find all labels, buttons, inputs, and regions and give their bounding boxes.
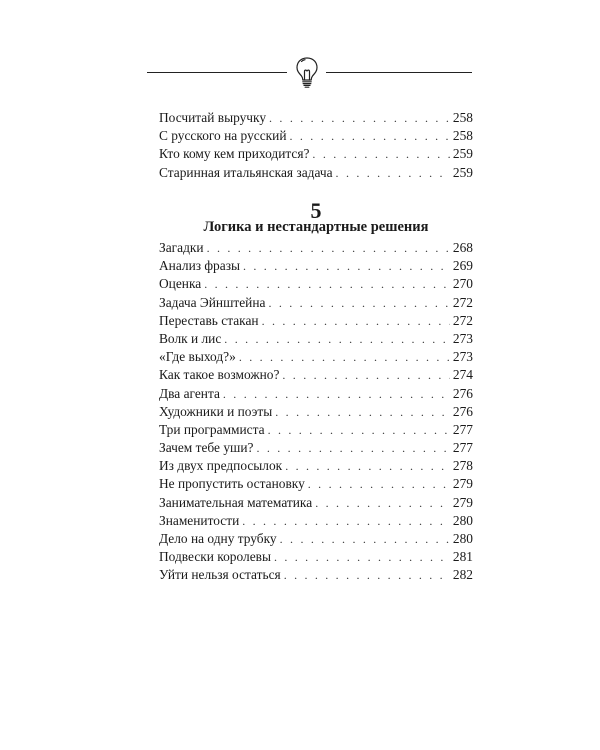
toc-entry-title: Три программиста	[159, 421, 265, 437]
toc-entry-title: Два агента	[159, 385, 220, 401]
toc-entry-page: 276	[452, 403, 473, 419]
toc-entry-title: Задача Эйнштейна	[159, 294, 266, 310]
toc-entry[interactable]	[159, 404, 473, 422]
toc-entry[interactable]	[159, 386, 473, 404]
toc-entry-title: Художники и поэты	[159, 403, 273, 419]
toc-entry[interactable]	[159, 295, 473, 313]
toc-entry-title: Не пропустить остановку	[159, 476, 305, 492]
dot-leader	[268, 296, 449, 311]
dot-leader	[274, 550, 450, 565]
toc-entry-title: Посчитай выручку	[159, 110, 267, 125]
toc-entry-title: Уйти нельзя остаться	[159, 567, 281, 583]
toc-entry-title: Оценка	[159, 276, 202, 292]
header-rule-left	[147, 72, 287, 73]
toc-entry-page: 273	[452, 349, 473, 365]
toc-entry-page: 272	[452, 312, 473, 328]
dot-leader	[207, 241, 450, 256]
toc-entry-page: 279	[452, 476, 473, 492]
toc-entry-page: 259	[452, 164, 473, 180]
toc-entry-title: С русского на русский	[159, 128, 287, 144]
dot-leader	[290, 129, 450, 144]
dot-leader	[269, 111, 450, 126]
toc-entry-page: 281	[452, 549, 473, 565]
toc-entry[interactable]	[159, 128, 473, 146]
toc-entry-page: 280	[452, 512, 473, 528]
toc-entry[interactable]	[159, 495, 473, 513]
dot-leader	[280, 532, 450, 547]
toc-previous-chapter-list	[159, 110, 473, 183]
toc-entry-page: 277	[452, 440, 473, 456]
toc-entry-page: 273	[452, 330, 473, 346]
dot-leader	[275, 405, 450, 420]
toc-entry-title: Кто кому кем приходится?	[159, 146, 310, 162]
toc-entry-page: 269	[452, 258, 473, 274]
toc-entry[interactable]	[159, 513, 473, 531]
toc-entry-title: Зачем тебе уши?	[159, 440, 254, 456]
toc-entry-page: 274	[452, 367, 473, 383]
toc-entry[interactable]	[159, 476, 473, 494]
toc-entry-page: 259	[452, 146, 473, 162]
dot-leader	[242, 514, 450, 529]
toc-entry[interactable]	[159, 258, 473, 276]
toc-entry-title: Анализ фразы	[159, 258, 240, 274]
dot-leader	[336, 166, 450, 181]
dot-leader	[239, 350, 450, 365]
toc-entry-page: 276	[452, 385, 473, 401]
dot-leader	[268, 423, 450, 438]
toc-chapter-list	[159, 240, 473, 586]
toc-entry-page: 278	[452, 458, 473, 474]
toc-entry-page: 282	[452, 567, 473, 583]
toc-entry[interactable]	[159, 349, 473, 367]
toc-entry[interactable]	[159, 567, 473, 585]
toc-entry-title: Старинная итальянская задача	[159, 164, 333, 180]
toc-entry-title: Волк и лис	[159, 330, 222, 346]
dot-leader	[223, 387, 450, 402]
toc-entry[interactable]	[159, 146, 473, 164]
toc-entry[interactable]	[159, 458, 473, 476]
toc-entry-page: 258	[452, 110, 473, 125]
chapter-title: Логика и нестандартные решения	[203, 219, 429, 235]
toc-entry-page: 277	[452, 421, 473, 437]
toc-entry[interactable]	[159, 549, 473, 567]
toc-entry-page: 272	[452, 294, 473, 310]
dot-leader	[256, 441, 449, 456]
toc-entry[interactable]	[159, 422, 473, 440]
dot-leader	[312, 147, 449, 162]
toc-entry-title: Загадки	[159, 240, 204, 255]
toc-entry-title: Дело на одну трубку	[159, 531, 277, 546]
toc-entry[interactable]	[159, 331, 473, 349]
toc-entry-title: Как такое возможно?	[159, 367, 280, 383]
toc-entry[interactable]	[159, 440, 473, 458]
dot-leader	[224, 332, 450, 347]
dot-leader	[204, 277, 450, 292]
toc-entry[interactable]	[159, 313, 473, 331]
toc-entry[interactable]	[159, 165, 473, 183]
dot-leader	[308, 477, 450, 492]
toc-entry-page: 268	[452, 240, 473, 255]
dot-leader	[262, 314, 450, 329]
dot-leader	[285, 459, 450, 474]
toc-entry[interactable]	[159, 276, 473, 294]
toc-entry-title: «Где выход?»	[159, 349, 236, 365]
toc-entry-page: 270	[452, 276, 473, 292]
toc-entry[interactable]	[159, 531, 473, 549]
lightbulb-icon	[290, 54, 324, 90]
toc-entry[interactable]	[159, 110, 473, 128]
toc-entry-title: Подвески королевы	[159, 549, 271, 565]
toc-entry-page: 279	[452, 494, 473, 510]
toc-entry-page: 258	[452, 128, 473, 144]
chapter-number: 5	[310, 198, 322, 223]
dot-leader	[284, 568, 450, 583]
toc-entry-title: Знаменитости	[159, 512, 240, 528]
toc-entry-title: Занимательная математика	[159, 494, 313, 510]
toc-entry[interactable]	[159, 367, 473, 385]
header-rule-right	[326, 72, 472, 73]
dot-leader	[315, 496, 450, 511]
toc-entry-title: Из двух предпосылок	[159, 458, 283, 474]
dot-leader	[282, 368, 450, 383]
dot-leader	[243, 259, 450, 274]
toc-entry-title: Переставь стакан	[159, 312, 259, 328]
toc-entry[interactable]	[159, 240, 473, 258]
toc-entry-page: 280	[452, 531, 473, 546]
